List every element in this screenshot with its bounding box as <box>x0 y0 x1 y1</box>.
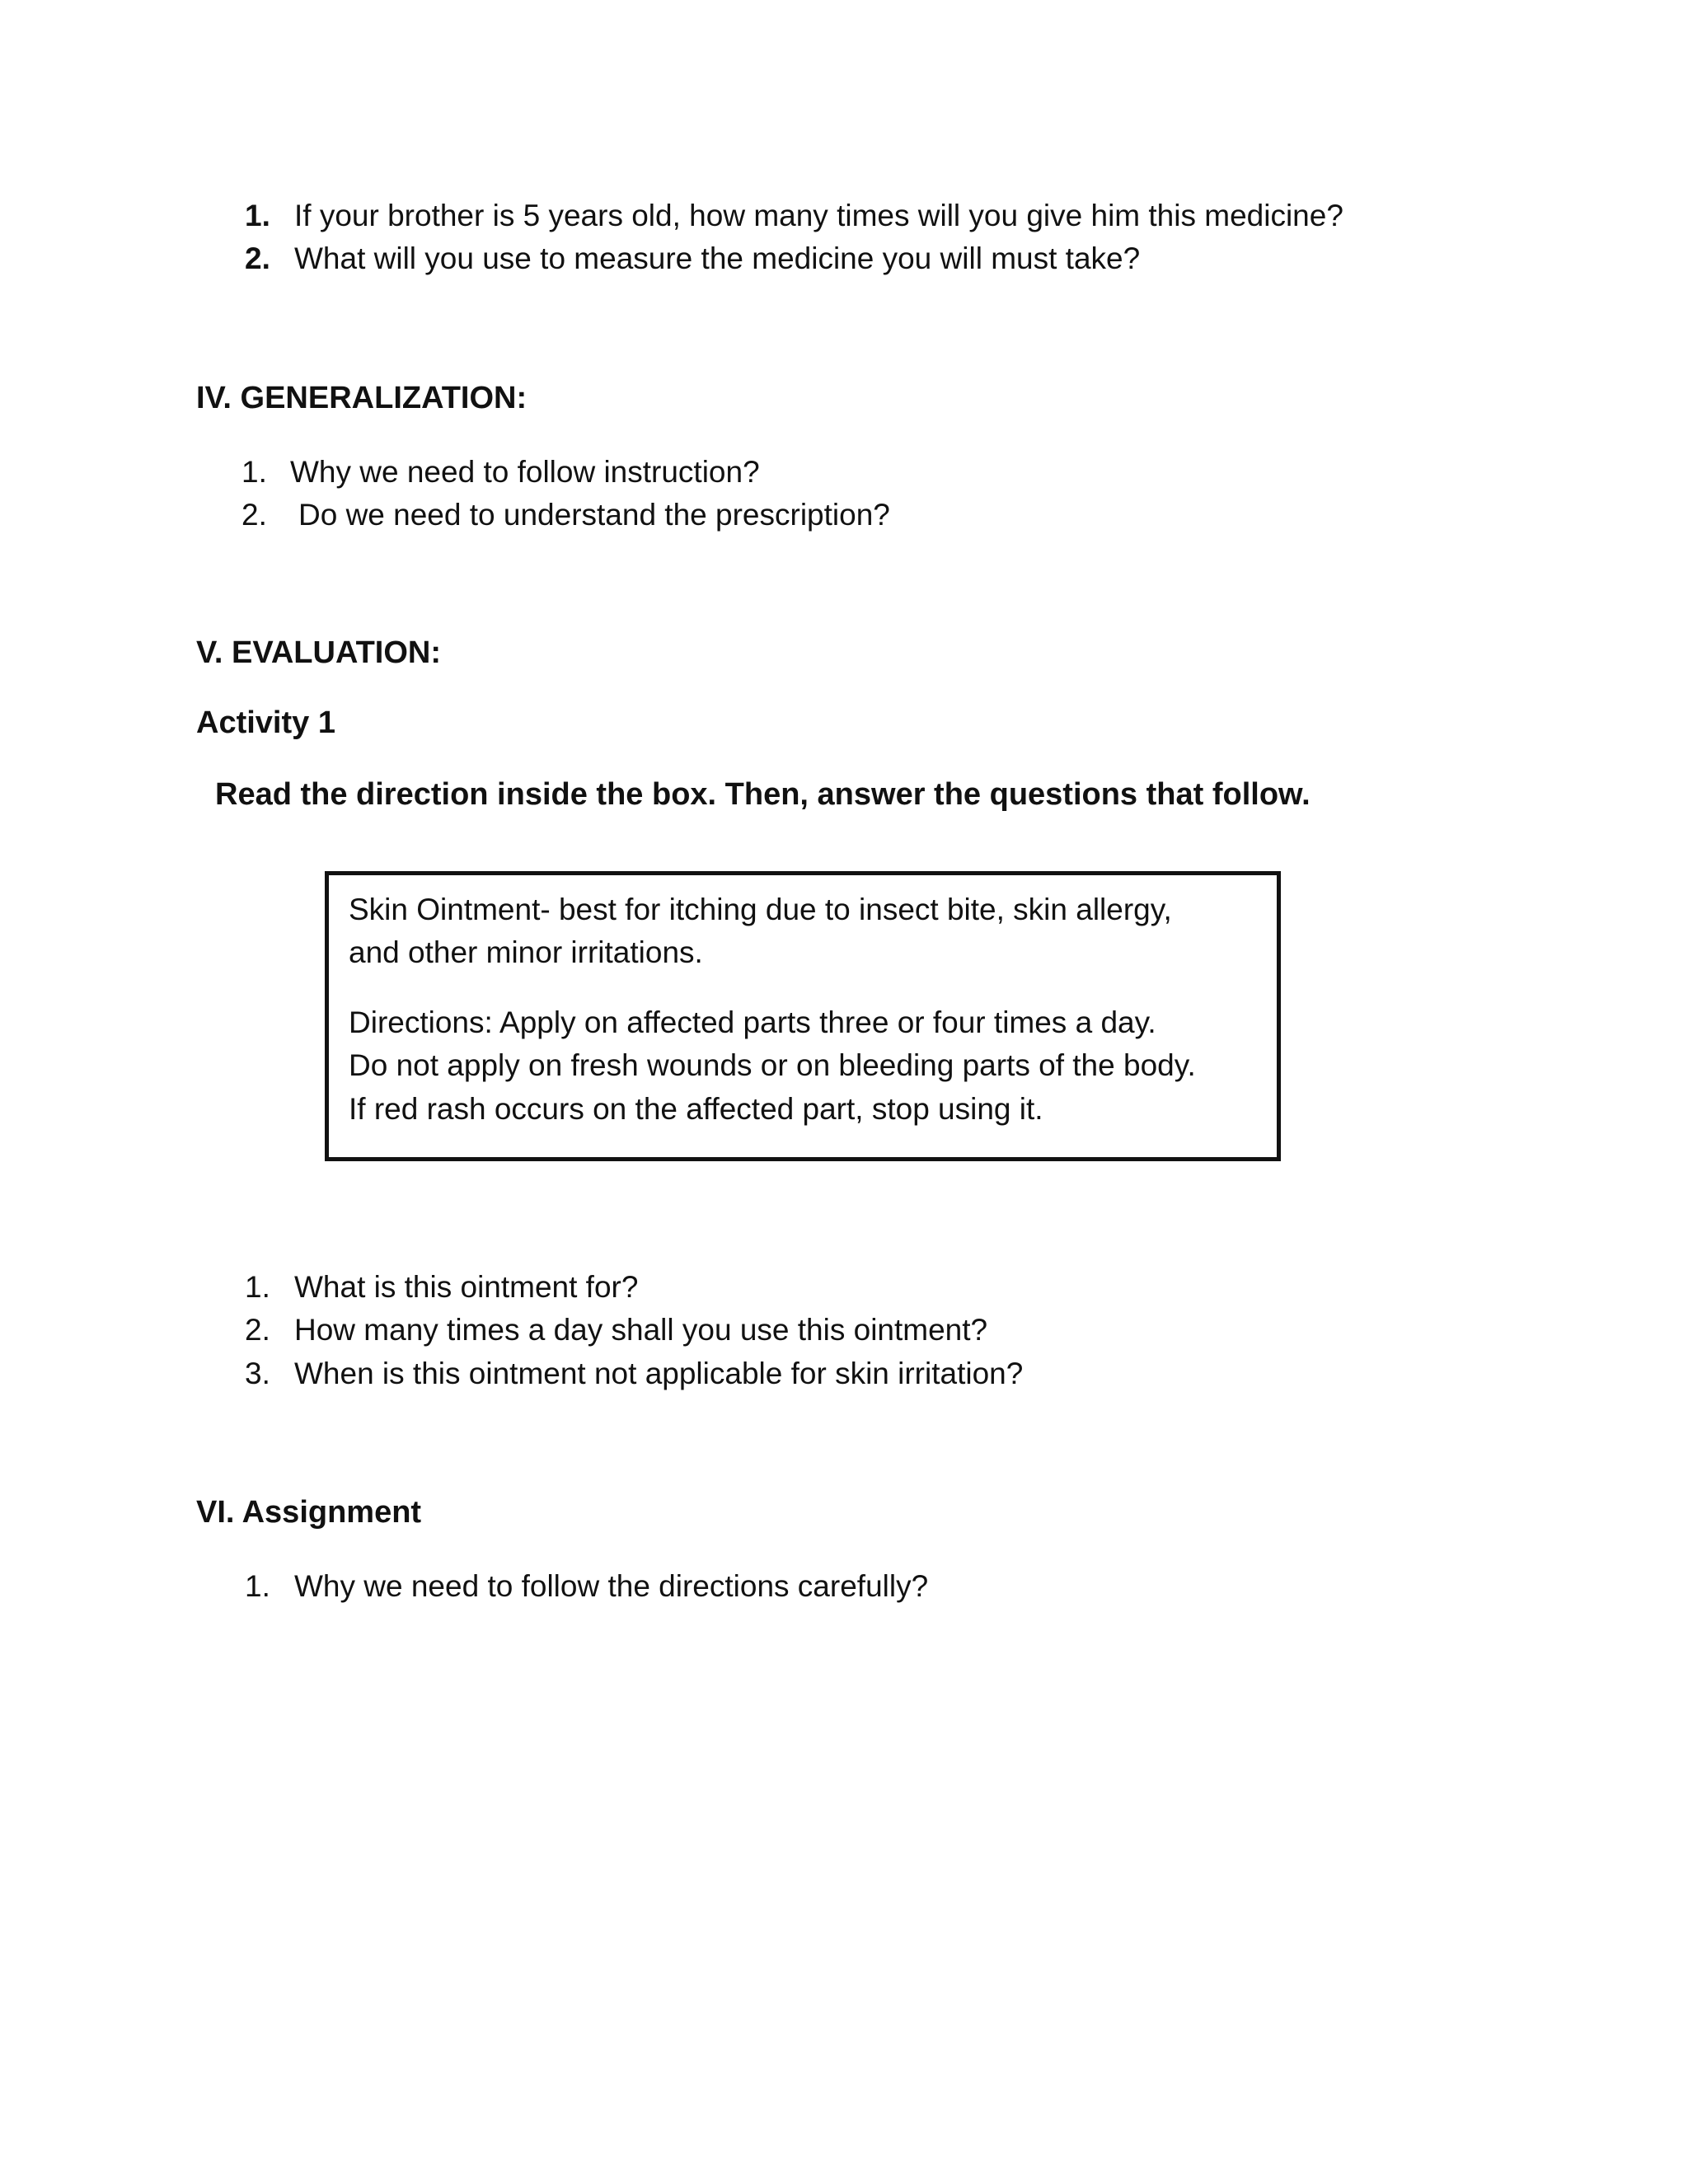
question-text: If your brother is 5 years old, how many times will you give him this medicine? <box>294 199 1343 232</box>
list-item-number: 2. <box>241 498 267 532</box>
box-text-line: Directions: Apply on affected parts three or four times a day. <box>349 1005 1156 1039</box>
list-item-number: 1. <box>245 1270 270 1304</box>
box-text-line: If red rash occurs on the affected part, stop using it. <box>349 1092 1043 1126</box>
box-text-line: and other minor irritations. <box>349 935 703 969</box>
list-item-number: 1. <box>245 1569 270 1603</box>
list-item-text: Why we need to follow instruction? <box>290 455 760 489</box>
box-text-line: Skin Ointment- best for itching due to insect bite, skin allergy, <box>349 893 1172 926</box>
activity-instruction: Read the direction inside the box. Then, answer the questions that follow. <box>215 777 1311 812</box>
list-item-number: 1. <box>241 455 267 489</box>
activity-label: Activity 1 <box>196 705 335 740</box>
box-text-line: Do not apply on fresh wounds or on bleeding parts of the body. <box>349 1048 1196 1082</box>
section-heading-assignment: VI. Assignment <box>196 1495 422 1530</box>
list-item-number: 2. <box>245 1313 270 1347</box>
section-heading-evaluation: V. EVALUATION: <box>196 635 441 670</box>
list-item-text: When is this ointment not applicable for skin irritation? <box>294 1357 1024 1390</box>
section-heading-generalization: IV. GENERALIZATION: <box>196 381 528 415</box>
direction-box <box>325 871 1281 1161</box>
list-item-text: How many times a day shall you use this ointment? <box>294 1313 988 1347</box>
question-text: What will you use to measure the medicine you will must take? <box>294 241 1141 275</box>
list-item-text: Do we need to understand the prescription? <box>298 498 890 532</box>
list-item-text: What is this ointment for? <box>294 1270 639 1304</box>
question-number: 2. <box>245 241 270 275</box>
list-item-number: 3. <box>245 1357 270 1390</box>
list-item-text: Why we need to follow the directions carefully? <box>294 1569 929 1603</box>
question-number: 1. <box>245 199 270 232</box>
